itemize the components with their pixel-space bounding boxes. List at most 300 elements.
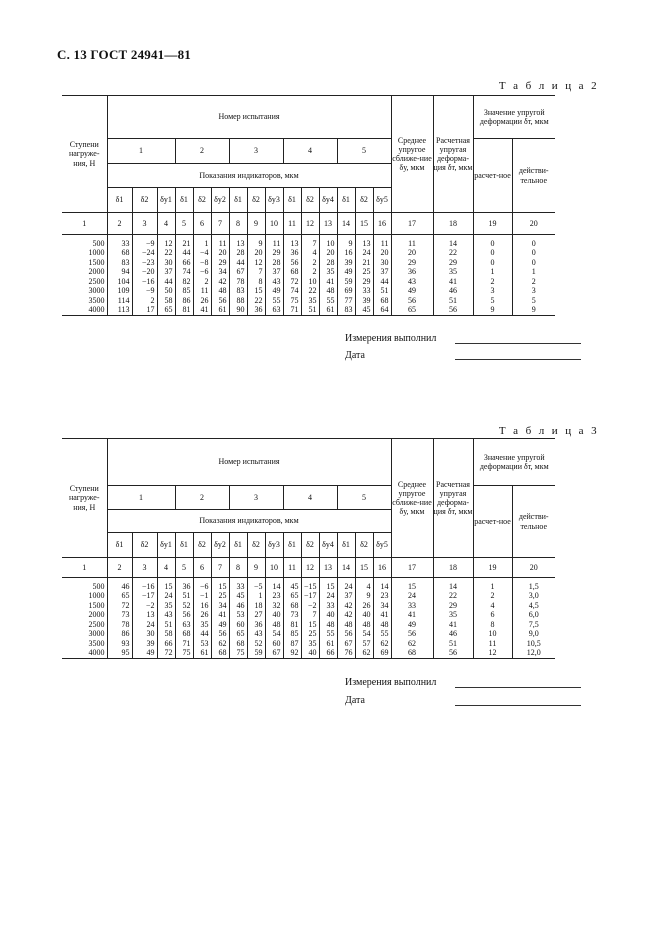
table-cell: 0 — [512, 248, 555, 258]
table-cell: 63 — [265, 305, 283, 315]
table-cell: 12,0 — [512, 648, 555, 658]
column-number: 5 — [175, 558, 193, 578]
table-cell: −4 — [193, 248, 211, 258]
table-cell: 58 — [157, 629, 175, 639]
table-cell: 85 — [175, 286, 193, 296]
table-cell: −2 — [301, 601, 319, 611]
table-cell: 21 — [355, 258, 373, 268]
column-number: 2 — [107, 213, 132, 235]
table-cell: 73 — [283, 610, 301, 620]
table-cell: 23 — [265, 591, 283, 601]
date-line — [455, 705, 581, 706]
table-cell: 49 — [132, 648, 157, 658]
table-cell: 63 — [175, 620, 193, 630]
table-row — [62, 582, 555, 592]
column-number: 4 — [157, 558, 175, 578]
calc-subheader: расчет-ное — [473, 139, 512, 213]
column-number: 18 — [433, 213, 473, 235]
table-cell: 7 — [247, 267, 265, 277]
table-cell: 16 — [193, 601, 211, 611]
column-number: 6 — [193, 558, 211, 578]
table-cell: 67 — [229, 267, 247, 277]
table-cell: 30 — [157, 258, 175, 268]
table-cell: 42 — [211, 277, 229, 287]
table-cell: 59 — [247, 648, 265, 658]
table-cell: 56 — [283, 258, 301, 268]
table-cell: 37 — [157, 267, 175, 277]
table-cell: 2 — [301, 267, 319, 277]
table-cell: 12 — [157, 239, 175, 249]
column-number: 3 — [132, 213, 157, 235]
table-cell: 22 — [433, 248, 473, 258]
column-number: 11 — [283, 213, 301, 235]
table-cell: 23 — [373, 591, 391, 601]
table-cell: 41 — [319, 277, 337, 287]
table-cell: 43 — [157, 610, 175, 620]
column-number: 4 — [157, 213, 175, 235]
table-cell: 11 — [193, 286, 211, 296]
table-cell: 20 — [319, 248, 337, 258]
table-row — [62, 639, 555, 649]
indicators-header: Показания индикаторов, мкм — [107, 510, 391, 533]
table-cell: 58 — [157, 296, 175, 306]
table-cell: 9 — [247, 239, 265, 249]
test-number-1: 1 — [107, 486, 175, 510]
table-cell: 22 — [157, 248, 175, 258]
table-cell: −23 — [132, 258, 157, 268]
table-cell: 78 — [107, 620, 132, 630]
table-cell: −2 — [132, 601, 157, 611]
table-cell: 44 — [157, 277, 175, 287]
table-cell: 35 — [433, 610, 473, 620]
table-cell: 3,0 — [512, 591, 555, 601]
table-cell: 2 — [132, 296, 157, 306]
table-row — [62, 620, 555, 630]
delta-symbol: δ2 — [301, 533, 319, 558]
delta-symbol: δ1 — [107, 188, 132, 213]
table-cell: 12 — [473, 648, 512, 658]
table-cell: 74 — [283, 286, 301, 296]
table-cell: 46 — [433, 286, 473, 296]
table-cell: 22 — [247, 296, 265, 306]
test-number-5: 5 — [337, 139, 391, 164]
table-cell: 34 — [373, 601, 391, 611]
table-cell: 72 — [283, 277, 301, 287]
table-cell: 61 — [193, 648, 211, 658]
date-label: Дата — [345, 350, 365, 361]
table-cell: 67 — [337, 639, 355, 649]
table-cell: 36 — [175, 582, 193, 592]
stages-header: Ступени нагруже-ния, Н — [62, 439, 107, 558]
table-cell: 44 — [193, 629, 211, 639]
data-table — [62, 95, 555, 316]
delta-symbol: δу4 — [319, 533, 337, 558]
table-cell: 28 — [319, 258, 337, 268]
column-number: 7 — [211, 213, 229, 235]
table-cell: 35 — [157, 601, 175, 611]
table-row — [62, 305, 555, 315]
table-cell: 40 — [301, 648, 319, 658]
table-cell: 15 — [391, 582, 433, 592]
table-cell: 20 — [391, 248, 433, 258]
table-cell: 39 — [132, 639, 157, 649]
table-cell: 68 — [175, 629, 193, 639]
test-number-4: 4 — [283, 139, 337, 164]
table-cell: 2 — [473, 277, 512, 287]
table-cell: 48 — [265, 620, 283, 630]
delta-symbol: δ2 — [355, 533, 373, 558]
table-cell: 41 — [373, 610, 391, 620]
table-cell: 15 — [211, 582, 229, 592]
table-cell: −5 — [247, 582, 265, 592]
measured-by-line — [455, 687, 581, 688]
table-cell: 76 — [337, 648, 355, 658]
table-cell: −6 — [193, 582, 211, 592]
table-row — [62, 296, 555, 306]
table-cell: 67 — [265, 648, 283, 658]
table-cell: 62 — [391, 639, 433, 649]
table-cell: 25 — [301, 629, 319, 639]
table-cell: 60 — [229, 620, 247, 630]
table-cell: 86 — [175, 296, 193, 306]
table-cell: 74 — [175, 267, 193, 277]
table-cell: −24 — [132, 248, 157, 258]
table-cell: 51 — [433, 639, 473, 649]
column-number: 17 — [391, 558, 433, 578]
test-number-2: 2 — [175, 486, 229, 510]
table-cell: 30 — [132, 629, 157, 639]
table-cell: 55 — [373, 629, 391, 639]
table-cell: 56 — [391, 296, 433, 306]
table-cell: 42 — [337, 610, 355, 620]
table-cell: 82 — [175, 277, 193, 287]
table-cell: 48 — [319, 286, 337, 296]
column-number: 16 — [373, 558, 391, 578]
actual-subheader: действи-тельное — [512, 486, 555, 558]
table-cell: 29 — [265, 248, 283, 258]
delta-symbol: δу2 — [211, 533, 229, 558]
test-number-5: 5 — [337, 486, 391, 510]
table-cell: 68 — [373, 296, 391, 306]
table-cell: 2 — [193, 277, 211, 287]
test-number-3: 3 — [229, 486, 283, 510]
table-cell: 14 — [373, 582, 391, 592]
table-cell: 87 — [283, 639, 301, 649]
table-cell: 7,5 — [512, 620, 555, 630]
table-cell: 41 — [211, 610, 229, 620]
column-number: 8 — [229, 213, 247, 235]
actual-subheader: действи-тельное — [512, 139, 555, 213]
table-cell: 2000 — [88, 267, 105, 277]
table-cell: 10 — [473, 629, 512, 639]
table-cell: 48 — [373, 620, 391, 630]
table-cell: 26 — [193, 296, 211, 306]
table-cell: 46 — [229, 601, 247, 611]
table-cell: 3 — [512, 286, 555, 296]
table-cell: 62 — [373, 639, 391, 649]
table-cell: 69 — [373, 648, 391, 658]
table-cell: 41 — [391, 610, 433, 620]
delta-symbol: δ1 — [229, 188, 247, 213]
test-number-4: 4 — [283, 486, 337, 510]
table-cell: 4 — [473, 601, 512, 611]
delta-symbol: δ2 — [247, 533, 265, 558]
table-cell: 15 — [247, 286, 265, 296]
table-cell: 24 — [391, 591, 433, 601]
table-cell: 37 — [373, 267, 391, 277]
table-row — [62, 610, 555, 620]
column-number: 9 — [247, 213, 265, 235]
table-cell: 71 — [175, 639, 193, 649]
table-cell: 20 — [373, 248, 391, 258]
delta-symbol: δ2 — [132, 188, 157, 213]
table-cell: 34 — [211, 601, 229, 611]
table-cell: 30 — [373, 258, 391, 268]
delta-symbol: δ1 — [175, 188, 193, 213]
table-cell: 83 — [337, 305, 355, 315]
column-number: 12 — [301, 213, 319, 235]
table-row — [62, 601, 555, 611]
table-cell: 52 — [175, 601, 193, 611]
table-cell: 24 — [337, 582, 355, 592]
table-cell: 2 — [512, 277, 555, 287]
delta-symbol: δ1 — [337, 533, 355, 558]
table-cell: 7 — [301, 239, 319, 249]
table-cell: 94 — [107, 267, 132, 277]
table-cell: 92 — [283, 648, 301, 658]
test-number-header: Номер испытания — [107, 439, 391, 486]
column-number: 19 — [473, 558, 512, 578]
delta-symbol: δ2 — [301, 188, 319, 213]
table-cell: 83 — [107, 258, 132, 268]
table-cell: 11 — [473, 639, 512, 649]
table-cell: −6 — [193, 267, 211, 277]
table-cell: 0 — [512, 258, 555, 268]
table-cell: 0 — [473, 248, 512, 258]
table-cell: 1500 — [88, 257, 105, 267]
table-cell: 33 — [391, 601, 433, 611]
table-cell: 72 — [107, 601, 132, 611]
column-number: 18 — [433, 558, 473, 578]
table-cell: 10 — [301, 277, 319, 287]
delta-symbol: δ2 — [247, 188, 265, 213]
table-cell: 3000 — [88, 629, 105, 639]
table-cell: 48 — [211, 286, 229, 296]
table-cell: 0 — [473, 258, 512, 268]
column-number: 20 — [512, 213, 555, 235]
table-row — [62, 286, 555, 296]
table-cell: 2 — [301, 258, 319, 268]
column-number: 16 — [373, 213, 391, 235]
table-cell: 26 — [193, 610, 211, 620]
table-cell: 3500 — [88, 638, 105, 648]
table-cell: 25 — [211, 591, 229, 601]
column-number: 13 — [319, 213, 337, 235]
table-cell: 20 — [211, 248, 229, 258]
delta-symbol: δ1 — [337, 188, 355, 213]
table-cell: 34 — [211, 267, 229, 277]
column-number: 1 — [62, 213, 107, 235]
table-cell: 51 — [175, 591, 193, 601]
column-number: 15 — [355, 558, 373, 578]
table-cell: 1 — [473, 267, 512, 277]
table-cell: 5 — [473, 296, 512, 306]
table-cell: 56 — [433, 648, 473, 658]
table-cell: 3500 — [88, 295, 105, 305]
table-cell: 56 — [175, 610, 193, 620]
table-cell: 65 — [229, 629, 247, 639]
table-cell: 35 — [193, 620, 211, 630]
table-cell: 15 — [319, 582, 337, 592]
table-cell: 26 — [355, 601, 373, 611]
table-cell: 1500 — [88, 600, 105, 610]
measured-by-label: Измерения выполнил — [345, 677, 437, 688]
table-cell: 49 — [391, 620, 433, 630]
table-cell: 9,0 — [512, 629, 555, 639]
table-cell: 45 — [283, 582, 301, 592]
table-cell: 21 — [175, 239, 193, 249]
table-cell: 14 — [433, 582, 473, 592]
table-cell: 11 — [265, 239, 283, 249]
table-cell: 59 — [337, 277, 355, 287]
table-cell: 104 — [107, 277, 132, 287]
test-number-3: 3 — [229, 139, 283, 164]
table-cell: 2000 — [88, 610, 105, 620]
table-cell: 50 — [157, 286, 175, 296]
table-cell: 46 — [107, 582, 132, 592]
table-cell: 9 — [337, 239, 355, 249]
table-cell: 64 — [373, 305, 391, 315]
table-cell: 6 — [473, 610, 512, 620]
table-cell: 36 — [247, 305, 265, 315]
table-cell: 56 — [211, 296, 229, 306]
table-cell: 66 — [175, 258, 193, 268]
table-cell: 49 — [391, 286, 433, 296]
table-cell: 40 — [265, 610, 283, 620]
elastic-deformation-header: Значение упругой деформации δт, мкм — [473, 439, 555, 486]
table-cell: 109 — [107, 286, 132, 296]
table-cell: 500 — [92, 581, 105, 591]
table-cell: 41 — [193, 305, 211, 315]
delta-symbol: δ2 — [132, 533, 157, 558]
table-cell: 500 — [92, 238, 105, 248]
column-number: 20 — [512, 558, 555, 578]
table-cell: 88 — [229, 296, 247, 306]
table-cell: 5 — [512, 296, 555, 306]
table-cell: 56 — [211, 629, 229, 639]
table-row — [62, 277, 555, 287]
table-cell: 95 — [107, 648, 132, 658]
table-cell: 3 — [473, 286, 512, 296]
table-row — [62, 591, 555, 601]
table-cell: −8 — [193, 258, 211, 268]
table-cell: 13 — [229, 239, 247, 249]
table-cell: 68 — [283, 601, 301, 611]
table-cell: 13 — [355, 239, 373, 249]
table-cell: 51 — [157, 620, 175, 630]
table-cell: 65 — [391, 305, 433, 315]
table-cell: 61 — [319, 305, 337, 315]
table-cell: 35 — [319, 267, 337, 277]
table-cell: 14 — [265, 582, 283, 592]
table-cell: 60 — [265, 639, 283, 649]
table-cell: 1 — [193, 239, 211, 249]
column-number: 11 — [283, 558, 301, 578]
table-cell: 1 — [247, 591, 265, 601]
table-cell: 36 — [391, 267, 433, 277]
table-cell: 37 — [265, 267, 283, 277]
table-cell: 29 — [433, 601, 473, 611]
table-cell: 33 — [107, 239, 132, 249]
column-number: 15 — [355, 213, 373, 235]
table-cell: 56 — [337, 629, 355, 639]
table-cell: 1,5 — [512, 582, 555, 592]
delta-symbol: δу2 — [211, 188, 229, 213]
table-cell: −17 — [301, 591, 319, 601]
table-cell: 46 — [433, 629, 473, 639]
table-cell: 55 — [319, 296, 337, 306]
table-cell: 53 — [193, 639, 211, 649]
table-cell: 45 — [229, 591, 247, 601]
table-cell: 53 — [229, 610, 247, 620]
table-cell: 93 — [107, 639, 132, 649]
delta-symbol: δу5 — [373, 533, 391, 558]
table-cell: 54 — [355, 629, 373, 639]
column-number: 13 — [319, 558, 337, 578]
table-cell: 27 — [247, 610, 265, 620]
table-cell: 8 — [473, 620, 512, 630]
table-cell: 18 — [247, 601, 265, 611]
table-cell: 81 — [283, 620, 301, 630]
table-cell: 12 — [247, 258, 265, 268]
column-number: 14 — [337, 558, 355, 578]
table-cell: 72 — [157, 648, 175, 658]
table-cell: 75 — [229, 648, 247, 658]
column-number: 2 — [107, 558, 132, 578]
table-cell: −9 — [132, 286, 157, 296]
column-number: 12 — [301, 558, 319, 578]
table-cell: 2 — [473, 591, 512, 601]
table-cell: 7 — [301, 610, 319, 620]
delta-symbol: δу1 — [157, 188, 175, 213]
table-cell: 11 — [391, 239, 433, 249]
table-cell: 66 — [319, 648, 337, 658]
table-cell: 1000 — [88, 248, 105, 258]
table-cell: 48 — [355, 620, 373, 630]
table-cell: 49 — [265, 286, 283, 296]
table-cell: 49 — [337, 267, 355, 277]
table-cell: 33 — [229, 582, 247, 592]
table-cell: 44 — [373, 277, 391, 287]
table-cell: 43 — [265, 277, 283, 287]
table-row — [62, 267, 555, 277]
table-cell: 29 — [433, 258, 473, 268]
table-cell: 44 — [229, 258, 247, 268]
table-cell: 61 — [211, 305, 229, 315]
table-cell: 57 — [355, 639, 373, 649]
table-cell: 52 — [247, 639, 265, 649]
column-number: 1 — [62, 558, 107, 578]
table-cell: 24 — [355, 248, 373, 258]
date-label: Дата — [345, 695, 365, 706]
column-number: 10 — [265, 213, 283, 235]
table-cell: 68 — [283, 267, 301, 277]
table-cell: 114 — [107, 296, 132, 306]
table-cell: 24 — [319, 591, 337, 601]
table-cell: 35 — [301, 639, 319, 649]
table-cell: 62 — [211, 639, 229, 649]
table-cell: 4000 — [62, 648, 107, 658]
